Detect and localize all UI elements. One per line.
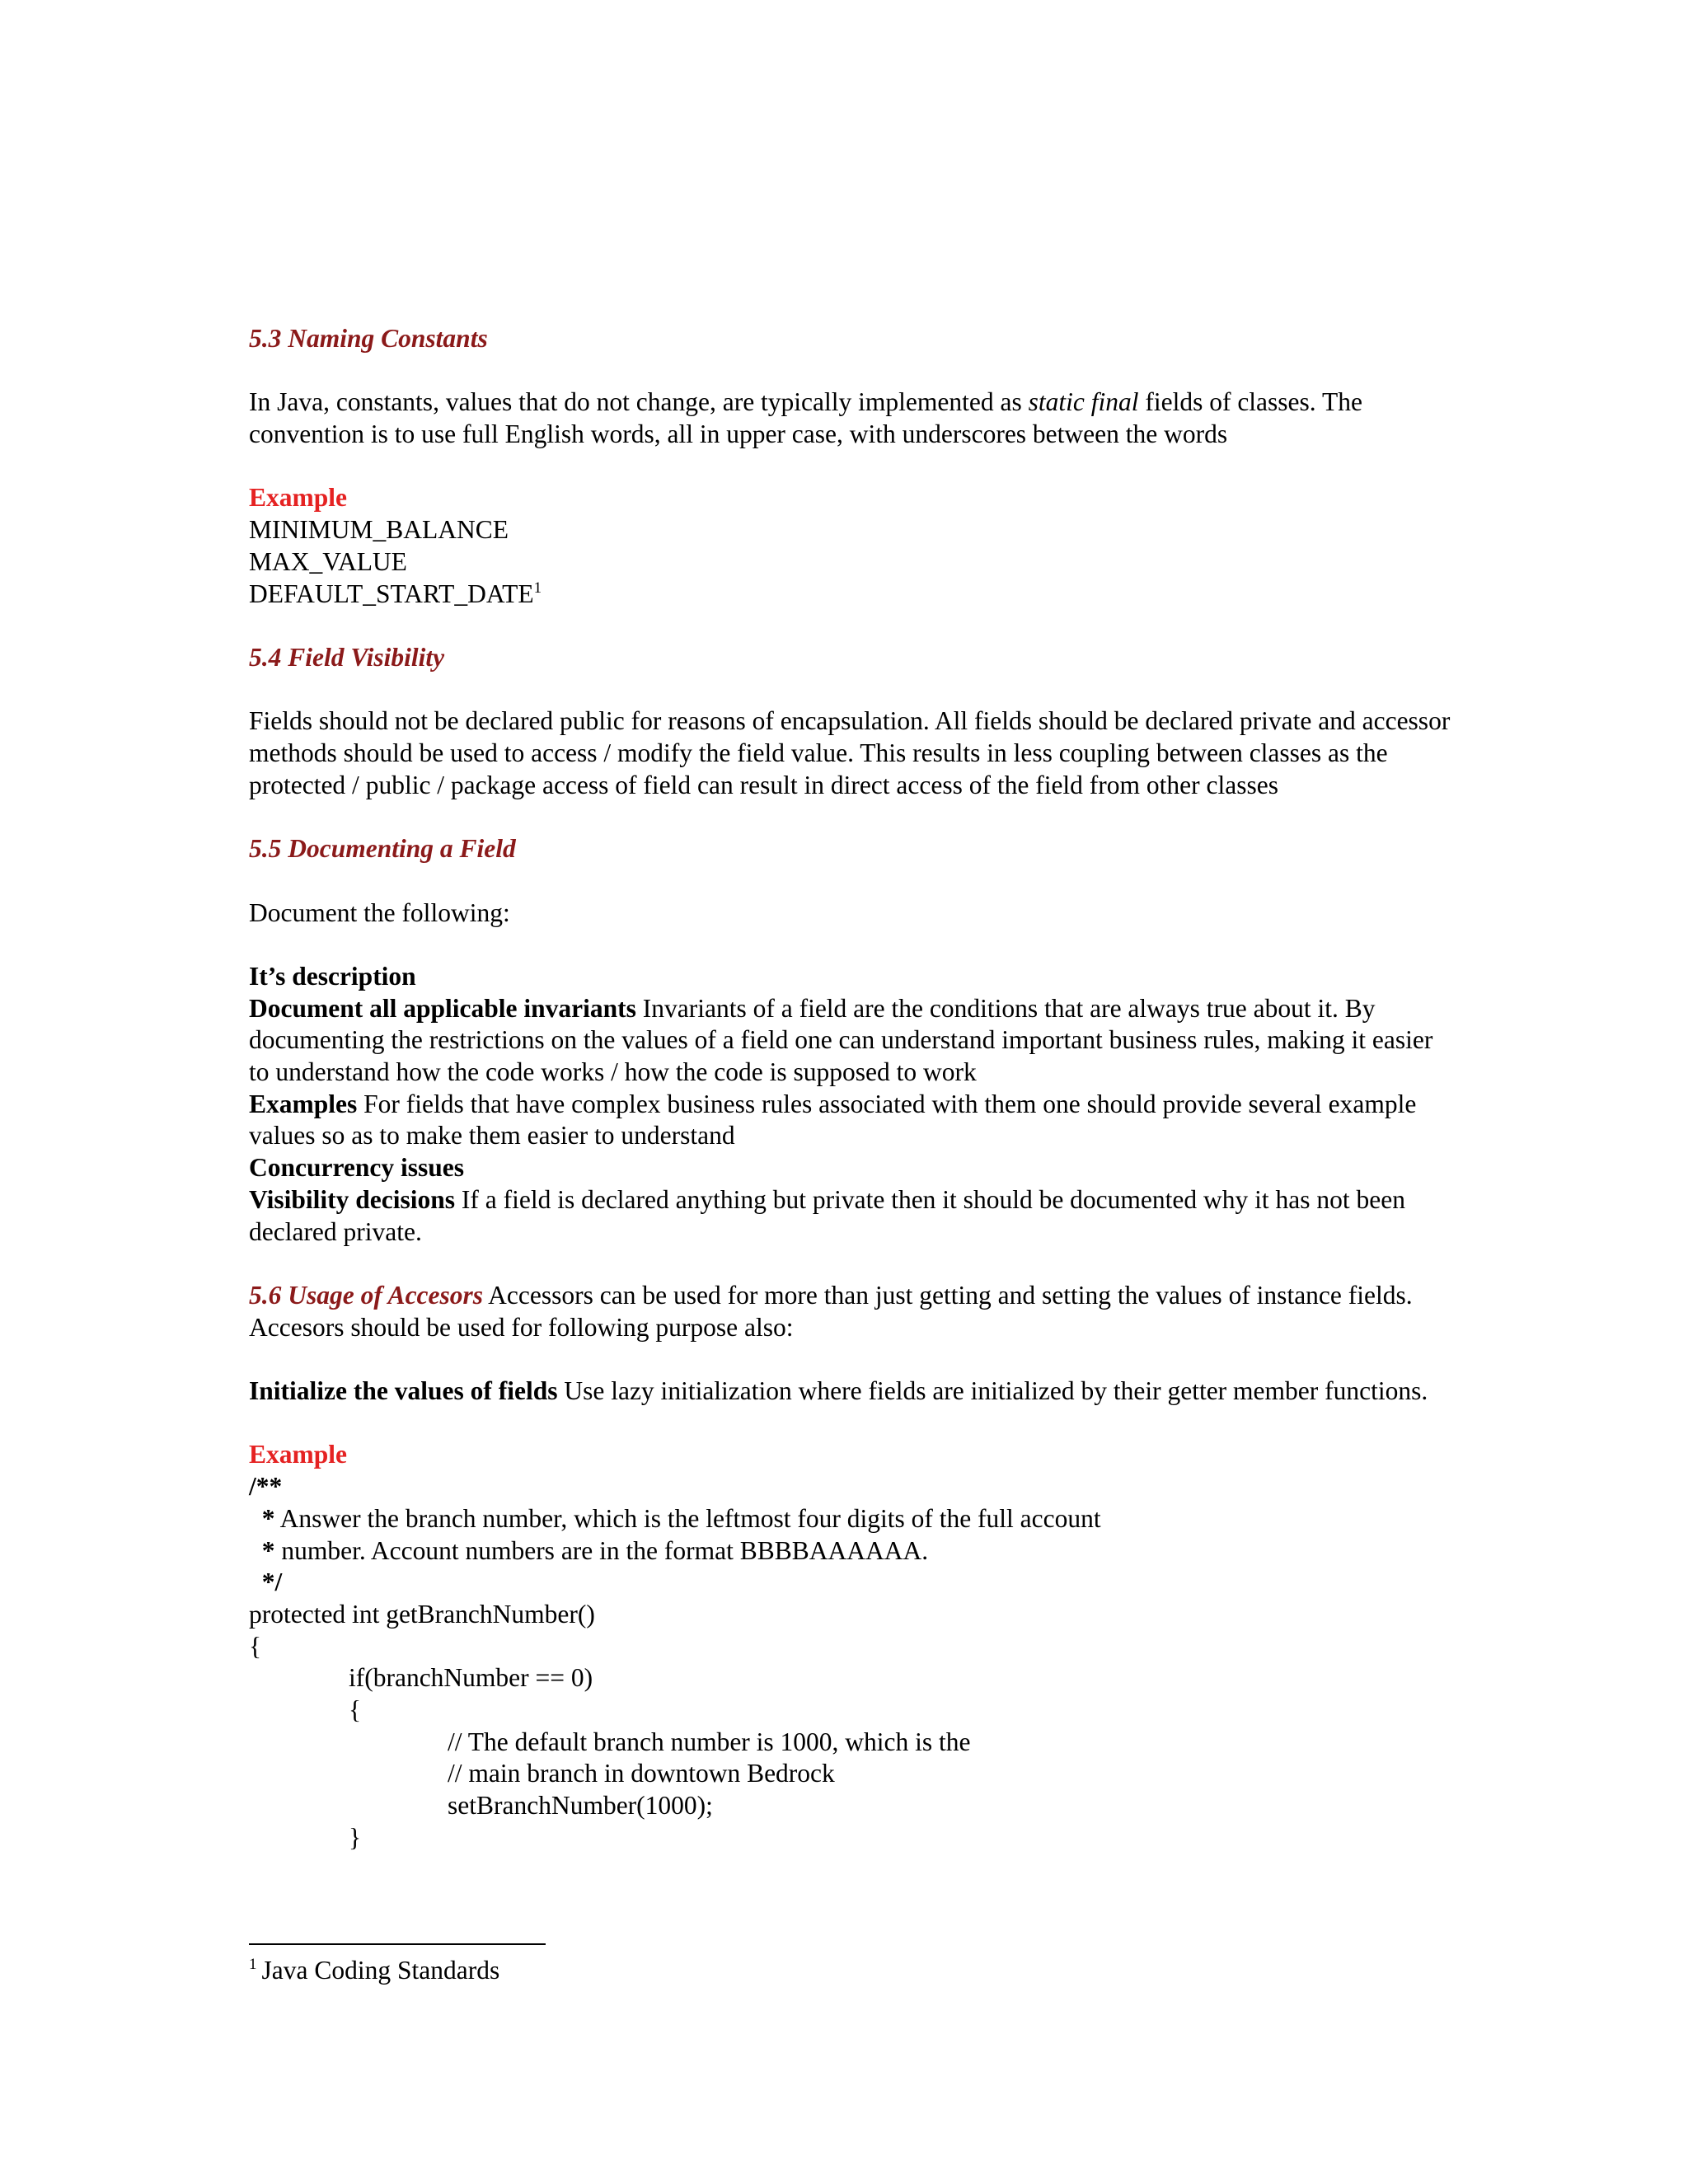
static-final-term: static final — [1028, 387, 1139, 417]
naming-constants-paragraph: In Java, constants, values that do not change, are typically implemented as static final fields of classes. The convention is to use full English words, all in upper case, with underscores between the words — [249, 387, 1362, 449]
doc-item-term: Concurrency issues — [249, 1153, 465, 1183]
code-line: { — [249, 1631, 262, 1661]
footnote — [249, 1955, 499, 1986]
constant-example: MINIMUM_BALANCE — [249, 515, 509, 545]
footnote-text: Java Coding Standards — [261, 1956, 500, 1985]
code-line: // The default branch number is 1000, which is the — [448, 1727, 971, 1756]
footnote-divider — [249, 1943, 546, 1945]
code-line: /** — [249, 1472, 283, 1502]
initialize-paragraph: Initialize the values of fields Use lazy initialization where fields are initialized by their getter member functions. — [249, 1376, 1428, 1406]
footnote-reference: 1 — [533, 579, 542, 597]
code-line: { — [349, 1695, 362, 1725]
example-label: Example — [249, 1440, 348, 1469]
doc-item: Examples For fields that have complex business rules associated with them one should provide several example values so as to make them easier to understand — [249, 1089, 1417, 1151]
doc-item-term: Examples — [249, 1089, 358, 1118]
accessors-paragraph: 5.6 Usage of Accesors Accessors can be used for more than just getting and setting the values of instance fields. Accesors should be used for following purpose also: — [249, 1280, 1413, 1342]
constant-example: MAX_VALUE — [249, 546, 407, 576]
document-page — [249, 323, 1452, 1854]
code-line: } — [349, 1822, 362, 1852]
doc-item — [249, 1152, 1452, 1184]
section-heading-5-6: 5.6 Usage of Accesors — [249, 1280, 484, 1310]
code-example — [249, 1471, 1452, 1854]
section-heading-5-3: 5.3 Naming Constants — [249, 324, 488, 353]
code-line: */ — [261, 1568, 283, 1597]
code-line: // main branch in downtown Bedrock — [448, 1759, 835, 1788]
example-label: Example — [249, 483, 348, 513]
constant-example: DEFAULT_START_DATE$^1$ — [249, 579, 542, 608]
code-line: if(branchNumber == 0) — [349, 1663, 593, 1693]
doc-item: Document all applicable invariants Invariants of a field are the conditions that are always true about it. By documenting the restrictions on the values of a field one can understand important business rules, making it easier to understand how the code works / how the code is supposed to work — [249, 993, 1433, 1087]
documenting-intro: Document the following: — [249, 898, 510, 927]
doc-item-term: Document all applicable invariants — [249, 993, 636, 1023]
footnote-marker: 1 — [249, 1956, 257, 1973]
section-heading-5-5: 5.5 Documenting a Field — [249, 834, 516, 864]
initialize-term: Initialize the values of fields — [249, 1376, 558, 1406]
section-heading-5-4: 5.4 Field Visibility — [249, 642, 445, 672]
field-visibility-paragraph: Fields should not be declared public for reasons of encapsulation. All fields should be declared private and accessor methods should be used to access / modify the field value. This results in less coupling between classes as the protected / public / package access of field can result in direct access of the field from other classes — [249, 706, 1451, 799]
code-line: setBranchNumber(1000); — [448, 1791, 713, 1821]
doc-item: Visibility decisions If a field is declared anything but private then it should be documented why it has not been declared private. — [249, 1184, 1405, 1246]
code-line: * number. Account numbers are in the format BBBBAAAAAA. — [261, 1535, 929, 1565]
doc-item-term: It’s description — [249, 961, 416, 991]
doc-item-term: Visibility decisions — [249, 1184, 456, 1214]
doc-item — [249, 961, 1452, 993]
code-line: * Answer the branch number, which is the leftmost four digits of the full account — [261, 1503, 1101, 1533]
code-line: protected int getBranchNumber() — [249, 1599, 595, 1629]
